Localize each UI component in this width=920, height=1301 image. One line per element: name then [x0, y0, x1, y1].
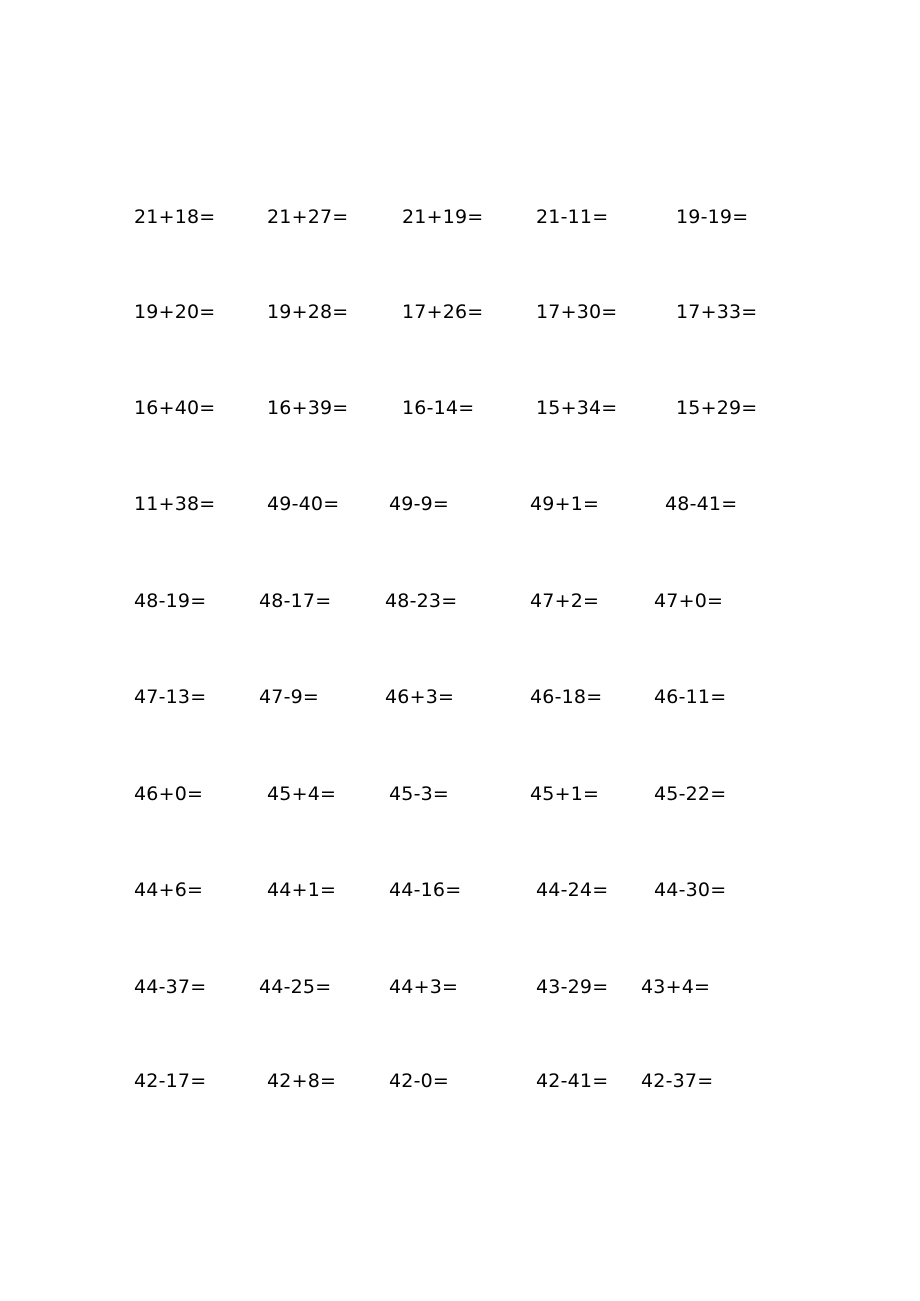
problem-r2-c1: 19+20= [134, 301, 216, 323]
problem-r1-c5: 19-19= [676, 206, 749, 228]
problem-r1-c2: 21+27= [267, 206, 349, 228]
problem-r6-c3: 46+3= [385, 686, 455, 708]
problem-r8-c5: 44-30= [654, 879, 727, 901]
problem-r7-c4: 45+1= [530, 783, 600, 805]
problem-r8-c4: 44-24= [536, 879, 609, 901]
problem-r6-c1: 47-13= [134, 686, 207, 708]
problem-r3-c4: 15+34= [536, 397, 618, 419]
problem-r10-c5: 42-37= [641, 1070, 714, 1092]
problem-r7-c3: 45-3= [389, 783, 450, 805]
problem-r4-c3: 49-9= [389, 493, 450, 515]
problem-r3-c1: 16+40= [134, 397, 216, 419]
problem-r9-c1: 44-37= [134, 976, 207, 998]
problem-r8-c3: 44-16= [389, 879, 462, 901]
problem-r5-c5: 47+0= [654, 590, 724, 612]
problem-r2-c2: 19+28= [267, 301, 349, 323]
problem-r7-c5: 45-22= [654, 783, 727, 805]
problem-r4-c2: 49-40= [267, 493, 340, 515]
problem-r9-c2: 44-25= [259, 976, 332, 998]
problem-r5-c3: 48-23= [385, 590, 458, 612]
problem-r1-c1: 21+18= [134, 206, 216, 228]
problem-r1-c3: 21+19= [402, 206, 484, 228]
problem-r4-c1: 11+38= [134, 493, 216, 515]
problem-r8-c2: 44+1= [267, 879, 337, 901]
problem-r6-c4: 46-18= [530, 686, 603, 708]
problem-r10-c4: 42-41= [536, 1070, 609, 1092]
problem-r6-c5: 46-11= [654, 686, 727, 708]
problem-r2-c4: 17+30= [536, 301, 618, 323]
problem-r10-c1: 42-17= [134, 1070, 207, 1092]
problem-r7-c2: 45+4= [267, 783, 337, 805]
problem-r9-c4: 43-29= [536, 976, 609, 998]
problem-r8-c1: 44+6= [134, 879, 204, 901]
problem-r10-c2: 42+8= [267, 1070, 337, 1092]
problem-r3-c3: 16-14= [402, 397, 475, 419]
problem-r5-c2: 48-17= [259, 590, 332, 612]
problem-r3-c2: 16+39= [267, 397, 349, 419]
problem-r5-c4: 47+2= [530, 590, 600, 612]
problem-r7-c1: 46+0= [134, 783, 204, 805]
problem-r4-c4: 49+1= [530, 493, 600, 515]
problem-r9-c5: 43+4= [641, 976, 711, 998]
problem-r9-c3: 44+3= [389, 976, 459, 998]
problem-r2-c3: 17+26= [402, 301, 484, 323]
problem-r6-c2: 47-9= [259, 686, 320, 708]
problem-r5-c1: 48-19= [134, 590, 207, 612]
problem-r2-c5: 17+33= [676, 301, 758, 323]
problem-r3-c5: 15+29= [676, 397, 758, 419]
problem-r10-c3: 42-0= [389, 1070, 450, 1092]
problem-r1-c4: 21-11= [536, 206, 609, 228]
problem-r4-c5: 48-41= [665, 493, 738, 515]
